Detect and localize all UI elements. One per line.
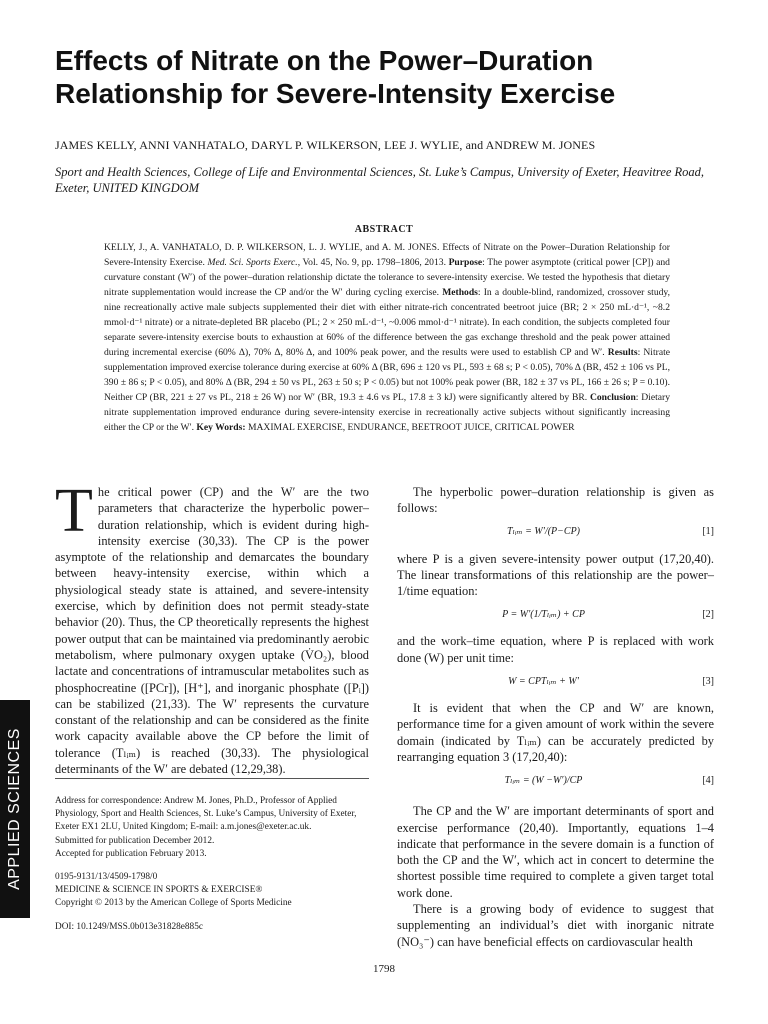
doi: DOI: 10.1249/MSS.0b013e31828e885c <box>55 921 203 932</box>
methods-label: Methods <box>442 287 478 298</box>
equation-4-number: [4] <box>702 775 714 787</box>
abstract-citation: KELLY, J., A. VANHATALO, D. P. WILKERSON, L. J. WYLIE, and A. M. JONES. Effects of Nitrate on the Power–Duration Relationship for Severe-Intensity Exercise. <box>104 242 670 268</box>
body-column-right <box>397 484 714 950</box>
purpose-text: : The power asymptote (critical power [CP]) and curvature constant (W′) of the power–duration relationship dictate the tolerance to severe-intensity exercise. We tested the hypothesis that dietary nitrate supplementation would increase the CP and/or the W′ during cycling exercise. <box>104 257 670 298</box>
equation-2-formula: P = W′(1/Tₗᵢₘ) + CP <box>502 609 585 621</box>
keywords-text: MAXIMAL EXERCISE, ENDURANCE, BEETROOT JUICE, CRITICAL POWER <box>245 422 575 433</box>
sidebar-label: APPLIED SCIENCES <box>6 728 23 890</box>
copyright: Copyright © 2013 by the American College of Sports Medicine <box>55 898 292 909</box>
abstract-heading: ABSTRACT <box>354 224 414 235</box>
paragraph-4: It is evident that when the CP and W′ are known, performance time for a given amount of work within the severe domain (indicated by Tₗᵢₘ) can be accurately predicted by rearranging equation 3 (17,20,40): <box>397 701 714 764</box>
footnote-divider <box>55 778 369 779</box>
equation-3-number: [3] <box>702 675 714 687</box>
issn: 0195-9131/13/4509-1798/0 <box>55 872 158 883</box>
conclusion-label: Conclusion <box>589 392 636 403</box>
keywords-label: Key Words: <box>196 422 246 433</box>
drop-cap: T <box>55 477 93 545</box>
equation-4 <box>397 773 714 789</box>
equation-1-number: [1] <box>702 526 714 538</box>
footnote-block <box>55 795 369 934</box>
correspondence-address: Address for correspondence: Andrew M. Jones, Ph.D., Professor of Applied Physiology, Sport and Health Sciences, St. Luke’s Campus, University of Exeter, Exeter EX1 2LU, United Kingdom; E-mail: a.m.jones@exeter.ac.uk. <box>55 796 357 833</box>
equation-2-number: [2] <box>702 609 714 621</box>
equation-4-formula: Tₗᵢₘ = (W −W′)/CP <box>504 775 583 787</box>
abstract-body <box>104 240 670 435</box>
author-list: JAMES KELLY, ANNI VANHATALO, DARYL P. WILKERSON, LEE J. WYLIE, and ANDREW M. JONES <box>55 138 596 152</box>
correspondence-block <box>55 795 369 861</box>
methods-text: : In a double-blind, randomized, crossover study, nine recreationally active male subjects supplemented their diet with either nitrate-rich concentrated beetroot juice (BR; 2 × 250 mL·d⁻¹, ~8.2 mmol·d⁻¹ nitrate) or a nitrate-depleted BR placebo (PL; 2 × 250 mL·d⁻¹, ~0.006 mmol·d⁻¹ nitrate). In each condition, the subjects completed four separate severe-intensity exercise bouts to exhaustion at 60% of the difference between the gas exchange threshold and the peak power attained during incremental exercise (60% Δ), 70% Δ, 80% Δ, and 100% peak power, and the results were used to establish CP and W′. <box>104 287 670 358</box>
paragraph-1: The hyperbolic power–duration relationship is given as follows: <box>397 485 714 516</box>
purpose-label: Purpose <box>448 257 483 268</box>
paragraph-6: There is a growing body of evidence to suggest that supplementing an individual’s diet with inorganic nitrate (NO₃⁻) can have beneficial effects on cardiovascular health <box>397 902 714 949</box>
section-sidebar-tab <box>0 700 30 918</box>
intro-column <box>55 477 369 777</box>
publication-block <box>55 871 369 911</box>
journal-name: MEDICINE & SCIENCE IN SPORTS & EXERCISE® <box>55 885 263 896</box>
results-text: : Nitrate supplementation improved exercise tolerance during exercise at 60% Δ (BR, 696 ± 120 vs PL, 593 ± 68 s; P < 0.05), 70% Δ (BR, 452 ± 106 vs PL, 390 ± 86 s; P < 0.05), and 80% Δ (BR, 294 ± 50 vs PL, 263 ± 50 s; P < 0.05) but not 100% peak power (BR, 182 ± 37 vs PL, 166 ± 26 s; P = 0.10). Neither CP (BR, 221 ± 27 vs PL, 218 ± 26 W) nor W′ (BR, 19.3 ± 4.6 vs PL, 17.8 ± 3 kJ) were significantly altered by BR. <box>104 347 671 403</box>
intro-text: he critical power (CP) and the W′ are the two parameters that characterize the hyperbolic power–duration relationship, which is evident during high-intensity exercise (30,33). The CP is the power asymptote of the relationship and demarcates the boundary between heavy-intensity exercise, within which a physiological steady state is attained, and severe-intensity exercise, which by definition does not permit steady-state behavior (20). Thus, the CP theoretically represents the highest power output that can be maintained via predominantly aerobic metabolism, where pulmonary oxygen uptake (V̇O₂), blood lactate and concentrations of intramuscular metabolites such as phosphocreatine ([PCr]), [H⁺], and inorganic phosphate ([Pᵢ]) can be stabilized (21,33). The W′ represents the curvature constant of the relationship and can be considered as the finite work capacity available above the CP before the limit of tolerance (Tₗᵢₘ) is reached (30,33). The physiological determinants of the W′ are debated (12,29,38). <box>55 485 369 777</box>
equation-2 <box>397 607 714 623</box>
abstract-volume: , Vol. 45, No. 9, pp. 1798–1806, 2013. <box>297 257 449 268</box>
accepted-date: Accepted for publication February 2013. <box>55 848 207 859</box>
intro-paragraph <box>55 477 369 777</box>
paragraph-5: The CP and the W′ are important determinants of sport and exercise performance (20,40). Importantly, equations 1–4 indicate that performance in the severe domain is a function of both the CP and the W′, which act in concert to determine the shortest possible time required to complete a given target total work done. <box>397 804 714 900</box>
results-label: Results <box>607 347 638 358</box>
paragraph-2: where P is a given severe-intensity power output (17,20,40). The linear transformations of this relationship are the power–1/time equation: <box>397 551 714 599</box>
affiliation: Sport and Health Sciences, College of Life and Environmental Sciences, St. Luke’s Campus, University of Exeter, Heavitree Road, Exeter, UNITED KINGDOM <box>55 165 705 195</box>
paragraph-3: and the work–time equation, where P is replaced with work done (W) per unit time: <box>397 634 714 665</box>
article-title: Effects of Nitrate on the Power–Duration Relationship for Severe-Intensity Exercise <box>55 45 616 109</box>
equation-1-formula: Tₗᵢₘ = W′/(P−CP) <box>506 526 581 538</box>
equation-3 <box>397 674 714 690</box>
submitted-date: Submitted for publication December 2012. <box>55 835 215 846</box>
equation-1 <box>397 525 714 541</box>
abstract-journal: Med. Sci. Sports Exerc. <box>207 257 298 268</box>
equation-3-formula: W = CPTₗᵢₘ + W′ <box>508 675 579 687</box>
conclusion-text: : Dietary nitrate supplementation improved endurance during severe-intensity exercise in recreationally active subjects without significantly increasing either the CP or the W′. <box>104 392 670 433</box>
page-number: 1798 <box>373 963 395 975</box>
